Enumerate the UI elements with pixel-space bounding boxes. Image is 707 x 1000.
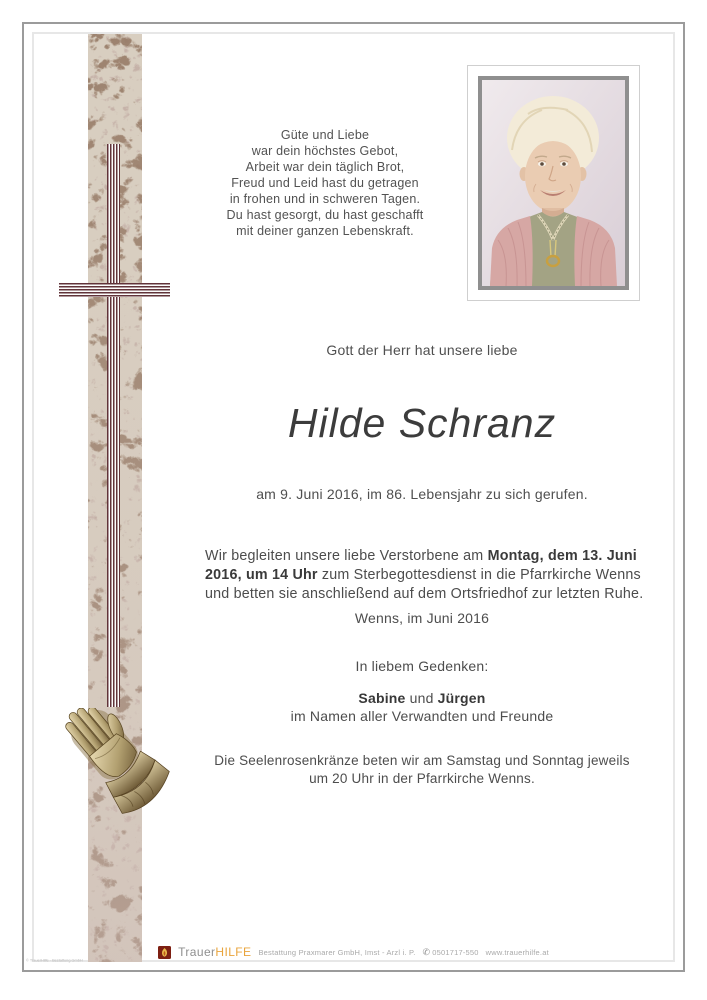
place-dateline: Wenns, im Juni 2016 — [354, 610, 490, 626]
portrait-photo-frame — [467, 65, 640, 301]
announcement-intro: Gott der Herr hat unsere liebe — [326, 342, 518, 358]
poem — [175, 127, 475, 239]
mourner-name-1: Sabine — [358, 690, 406, 706]
footer — [24, 945, 683, 959]
brand-part-gray: Trauer — [178, 945, 216, 959]
rosary-line-2: um 20 Uhr in der Pfarrkirche Wenns. — [309, 770, 535, 786]
memorial-card — [22, 22, 685, 972]
portrait-image — [482, 80, 625, 286]
death-line: am 9. Juni 2016, im 86. Lebensjahr zu sich gerufen. — [256, 486, 588, 502]
funeral-text-pre: Wir begleiten unsere liebe Verstorbene am — [205, 548, 488, 565]
brand-wordmark — [178, 945, 251, 959]
phone-number: 0501717-550 — [432, 947, 479, 957]
names-conjunction: und — [405, 690, 438, 706]
funeral-text-post: zum Sterbegottesdienst in die Pfarrkirche Wenns und betten sie anschließend auf dem Ortsfriedhof zur letzten Ruhe. — [205, 567, 644, 603]
poem-line: in frohen und in schweren Tagen. — [229, 192, 421, 206]
praying-hands-image — [48, 708, 182, 836]
poem-line: Arbeit war dein täglich Brot, — [245, 160, 405, 174]
poem-line: Freud und Leid hast du getragen — [231, 176, 419, 190]
website-text: www.trauerhilfe.at — [485, 947, 549, 957]
mourners-names — [192, 690, 652, 706]
funeral-announcement — [205, 547, 669, 604]
cross-horizontal-bar — [59, 283, 170, 297]
poem-line: mit deiner ganzen Lebenskraft. — [236, 224, 414, 238]
trauerhilfe-logo-icon — [158, 946, 171, 959]
poem-line: Güte und Liebe — [280, 128, 370, 142]
phone-block — [422, 947, 478, 958]
funeral-date-bold: Montag, dem 13. Juni 2016, um 14 Uhr — [205, 548, 637, 584]
poem-line: Du hast gesorgt, du hast geschafft — [226, 208, 424, 222]
rosary-notice — [175, 752, 669, 787]
remembrance-heading: In liebem Gedenken: — [355, 658, 489, 674]
portrait-photo — [478, 76, 629, 290]
company-line: Bestattung Praxmarer GmbH, Imst - Arzl i. P. — [258, 947, 416, 957]
print-code: © TrauerHilfe · Bestattung GmbH — [26, 958, 83, 963]
phone-icon: ✆ — [422, 946, 431, 957]
cross-vertical-bar — [107, 144, 120, 707]
deceased-name: Hilde Schranz — [287, 400, 557, 446]
mourner-name-2: Jürgen — [437, 690, 486, 706]
poem-line: war dein höchstes Gebot, — [251, 144, 399, 158]
brand-part-orange: HILFE — [215, 945, 252, 959]
rosary-line-1: Die Seelenrosenkränze beten wir am Samstag und Sonntag jeweils — [214, 753, 630, 768]
mourners-subline: im Namen aller Verwandten und Freunde — [290, 708, 554, 724]
